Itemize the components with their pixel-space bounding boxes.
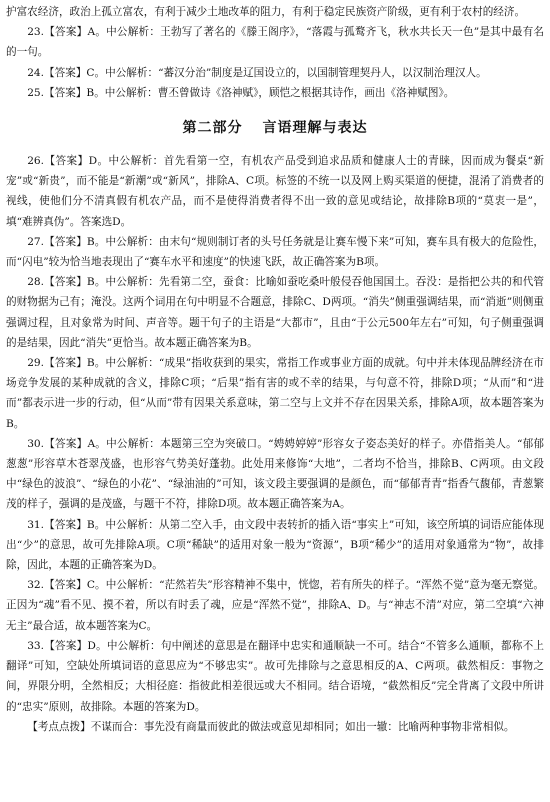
answer-30: 30.【答案】A。中公解析：本题第三空为突破口。“娉娉婷婷”形容女子姿态美好的样子。亦借指美人。“郁郁葱葱”形容草木苍翠茂盛，也形容气势美好蓬勃。此处用来修饰“大地”，二者均不恰当，排除B、C两项。由文段中“绿色的波浪”、“绿色的小花”、“绿油油的”可知，该文段主要强调的是颜色，而“郁郁青青”指香气馥郁，青葱繁茂的样子，强调的是茂盛，与题干不符，排除D项。故本题正确答案为A。: [6, 437, 544, 511]
answer-23: 23.【答案】A。中公解析：王勃写了著名的《滕王阁序》，“落霞与孤鹜齐飞，秋水共长天一色”是其中最有名的一句。: [6, 26, 544, 59]
section-part: 第二部分: [182, 120, 243, 137]
answer-31: 31.【答案】B。中公解析：从第二空入手，由文段中表转折的插入语“事实上”可知，该空所填的词语应能体现出“少”的意思，故可先排除A项。C项“稀缺”的适用对象一般为“资源”，B项“稀少”的适用对象通常为“物”，故排除，因此，本题的正确答案为D。: [6, 518, 544, 572]
paragraph-continued: 护富农经济，政治上孤立富农，有利于减少土地改革的阻力，有利于稳定民族资产阶级，更有利于农村的经济。: [6, 6, 526, 18]
answer-32: 32.【答案】C。中公解析：“茫然若失”形容精神不集中，恍惚，若有所失的样子。“浑然不觉”意为毫无察觉。正因为“魂”看不见、摸不着，所以有时丢了魂，应是“浑然不觉”，排除A、D。与“神志不清”对应，第二空填“六神无主”最合适，故本题答案为C。: [6, 579, 544, 632]
answer-26: 26.【答案】D。中公解析：首先看第一空，有机农产品受到追求品质和健康人士的青睐，因而成为餐桌“新宠”或“新贵”，而不能是“新潮”或“新风”，排除A、C项。标签的不统一以及网上购买渠道的便捷，混淆了消费者的视线，使他们分不清真假有机农产品，而不是使得消费者得不出一致的意见或结论，故排除B项的“莫衷一是”，填“难辨真伪”。答案选D。: [6, 155, 544, 228]
section-name: 言语理解与表达: [262, 120, 368, 137]
answer-33: 33.【答案】D。中公解析：句中阐述的意思是在翻译中忠实和通顺缺一不可。结合“不管多么通顺，都称不上翻译”可知，空缺处所填词语的意思应为“不够忠实”。故可先排除与之意思相反的A、C两项。截然相反：事物之间，界限分明，全然相反；大相径庭：指彼此相差很远或大不相同。结合语境，“截然相反”完全背离了文段中所讲的“忠实”原则，故排除。本题的答案为D。: [6, 639, 544, 713]
section-heading: [6, 117, 544, 139]
answer-29: 29.【答案】B。中公解析：“成果”指收获到的果实，常指工作或事业方面的成就。句中并未体现品牌经济在市场竞争发展的某种成就的含义，排除C项；“后果”指有害的或不幸的结果，与句意不符，排除D项；“从而”和“进而”都表示进一步的行动，但“从而”带有因果关系意味，第二空与上文并不存在因果关系，排除A项，故本题答案为B。: [6, 357, 544, 430]
key-point-tip: 【考点点拨】不谋而合：事先没有商量而彼此的做法或意见却相同；如出一辙：比喻两种事物非常相似。: [27, 720, 515, 733]
answer-27: 27.【答案】B。中公解析：由末句“规则制订者的头号任务就是让赛车慢下来”可知，赛车具有极大的危险性，而“闪电”较为恰当地表现出了“赛车水平和速度”的快速飞跃，故正确答案为B项。: [6, 235, 544, 269]
answer-24: 24.【答案】C。中公解析：“蕃汉分治”制度是辽国设立的，以国制管理契丹人，以汉制治理汉人。: [27, 66, 487, 79]
answer-28: 28.【答案】B。中公解析：先看第二空，蚕食：比喻如蚕吃桑叶般侵吞他国国土。吞没：是指把公共的和代管的财物据为己有；淹没。这两个词用在句中明显不合题意，排除C、D两项。“消失”侧重强调结果，而“消逝”则侧重强调过程，且对象常为时间、声音等。题干句子的主语是“大都市”，且由“于公元500年左右”可知，句子侧重强调的是结果，因此“消失”更恰当。故本题正确答案为B。: [6, 276, 544, 349]
answer-25: 25.【答案】B。中公解析：曹丕曾做诗《洛神赋》，顾恺之根据其诗作，画出《洛神赋图》。: [27, 86, 455, 99]
